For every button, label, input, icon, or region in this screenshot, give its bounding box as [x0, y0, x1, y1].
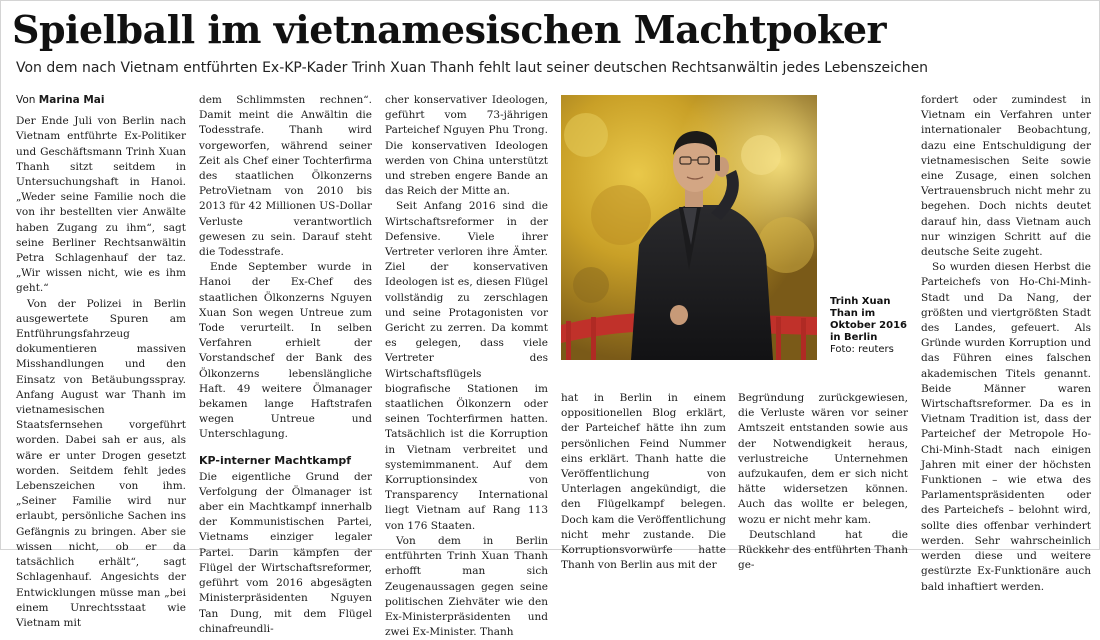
byline	[16, 93, 186, 108]
paragraph: Von der Polizei in Berlin ausgewertete Spuren am Entführungsfahrzeug dokumentieren massiven Misshandlungen und den Einsatz von Betäubungsspray. Anfang August war Thanh im vietnamesischen Staatsfernsehen vorgeführt worden. Dabei sah er aus, als wäre er unter Drogen gesetzt worden. Seitdem fehlt jedes Lebenszeichen von ihm. „Seiner Familie wird nur erlaubt, persönliche Sachen ins Gefängnis zu bringen. Aber sie wissen nicht, ob er da tatsächlich erhält“, sagt Schlagenhauf. Angesichts der Entwicklungen müsse man „bei einem Unrechtsstaat wie Vietnam mit	[16, 297, 186, 629]
article-column-4	[561, 391, 726, 572]
headline: Spielball im vietnamesischen Machtpoker	[12, 7, 887, 52]
byline-prefix: Von	[16, 94, 36, 106]
section-subheading: KP-interner Machtkampf	[199, 453, 352, 467]
paragraph: Seit Anfang 2016 sind die Wirtschaftsreformer in der Defensive. Viele ihrer Vertreter verloren ihre Ämter. Ziel der konservativen Ideologen ist es, diesen Flügel vollständig zu zerschlagen und seine Protagonisten vor Gericht zu zerren. Da kommt es gelegen, dass viele Vertreter des Wirtschaftsflügels biografische Stationen im staatlichen Ölkonzern oder seinen Tochterfirmen hatten. Tatsächlich ist die Korruption in Vietnam verbreitet und systemimmanent. Auf dem Korruptionsindex von Transparency International liegt Vietnam auf Rang 113 von 176 Staaten.	[385, 200, 548, 532]
paragraph: Begründung zurückgewiesen, die Verluste wären vor seiner Amtszeit entstanden sowie aus der Notwendigkeit heraus, verlustreiche Unternehmen aufzukaufen, dem er sich nicht hätte widersetzen können. Auch das wollte er belegen, wozu er nicht mehr kam.	[738, 392, 908, 526]
paragraph: Deutschland hat die Rückkehr des entführten Thanh ge-	[738, 528, 908, 572]
article-photo	[561, 95, 817, 360]
paragraph: fordert oder zumindest in Vietnam ein Verfahren unter internationaler Beobachtung, dazu eine Entschuldigung der vietnamesischen Seite sowie eine Zusage, einen solchen Vertrauensbruch nicht mehr zu begehen. Doch nichts deutet darauf hin, dass Vietnam auch nur winzigen Schritt auf die deutsche Seite zugeht.	[921, 94, 1091, 259]
photo-caption	[830, 296, 918, 356]
article-column-1	[16, 93, 186, 629]
paragraph: cher konservativer Ideologen, geführt vom 73-jährigen Parteichef Nguyen Phu Trong. Die konservativen Ideologen werden von China unterstützt und streben engere Bande an das Reich der Mitte an.	[385, 94, 548, 198]
caption-text: Trinh Xuan Than im Oktober 2016 in Berlin	[830, 296, 907, 343]
article-column-5	[738, 391, 908, 572]
paragraph: Der Ende Juli von Berlin nach Vietnam entführte Ex-Politiker und Geschäftsmann Trinh Xuan Thanh sitzt seitdem in Untersuchungshaft in Hanoi. „Weder seine Familie noch die von ihr bestellten vier Anwälte haben Zugang zu ihm“, sagt seine Berliner Rechtsanwältin Petra Schlagenhauf der taz. „Wir wissen nicht, wie es ihm geht.“	[16, 115, 186, 295]
paragraph: hat in Berlin in einem oppositionellen Blog erklärt, der Parteichef hätte ihn zum persönlichen Feind Nummer eins erklärt. Thanh hatte die Veröffentlichung von Unterlagen angekündigt, die den Flügelkampf belegen. Doch kam die Veröffentlichung nicht mehr zustande. Die Korruptionsvorwürfe hatte Thanh von Berlin aus mit der	[561, 392, 726, 572]
paragraph: Die eigentliche Grund der Verfolgung der Ölmanager ist aber ein Machtkampf innerhalb der Kommunistischen Partei, Vietnams einziger legaler Partei. Darin kämpfen der Flügel der Wirtschaftsreformer, geführt vom 2016 abgesägten Ministerpräsidenten Nguyen Tan Dung, mit dem Flügel chinafreundli-	[199, 470, 372, 635]
article-column-2	[199, 93, 372, 635]
paragraph: Ende September wurde in Hanoi der Ex-Chef des staatlichen Ölkonzerns Nguyen Xuan Son wegen Untreue zum Tode verurteilt. In selben Verfahren erhielt der Vorstandschef der Bank des Ölkonzerns lebenslängliche Haft. 49 weitere Ölmanager bekamen lange Haftstrafen wegen Untreue und Unterschlagung.	[199, 261, 372, 441]
subheadline: Von dem nach Vietnam entführten Ex-KP-Kader Trinh Xuan Thanh fehlt laut seiner deutschen Rechtsanwältin jedes Lebenszeichen	[16, 60, 929, 76]
author-name: Marina Mai	[38, 94, 105, 106]
paragraph: So wurden diesen Herbst die Parteichefs von Ho-Chi-Minh-Stadt und Da Nang, der größten und viertgrößten Stadt des Landes, gefeuert. Als Gründe wurden Korruption und das Führen eines falschen akademischen Titels genannt. Beide Männer waren Wirtschaftsreformer. Da es in Vietnam Tradition ist, dass der Parteichef der Metropole Ho-Chi-Minh-Stadt nach einigen Jahren mit einer der höchsten Funktionen – wie etwa des Parlamentspräsidenten oder des Parteichefs – belohnt wird, sollte dies offenbar verhindert werden. Sehr wahrscheinlich werden diese und weitere gestürzte Ex-Funktionäre auch bald inhaftiert werden.	[921, 261, 1091, 593]
article-column-6	[921, 93, 1091, 593]
paragraph: dem Schlimmsten rechnen“. Damit meint die Anwältin die Todesstrafe. Thanh wird vorgeworfen, während seiner Zeit als Chef einer Tochterfirma des staatlichen Ölkonzerns PetroVietnam von 2010 bis 2013 für 42 Millionen US-Dollar Verluste verantwortlich gewesen zu sein. Darauf steht die Todesstrafe.	[199, 94, 372, 259]
article-column-3	[385, 93, 548, 639]
portrait-illustration	[561, 95, 817, 360]
paragraph: Von dem in Berlin entführten Trinh Xuan Thanh erhofft man sich Zeugenaussagen gegen seine politischen Ziehväter wie den Ex-Ministerpräsidenten und zwei Ex-Minister. Thanh	[385, 534, 548, 639]
photo-credit: Foto: reuters	[830, 344, 894, 355]
